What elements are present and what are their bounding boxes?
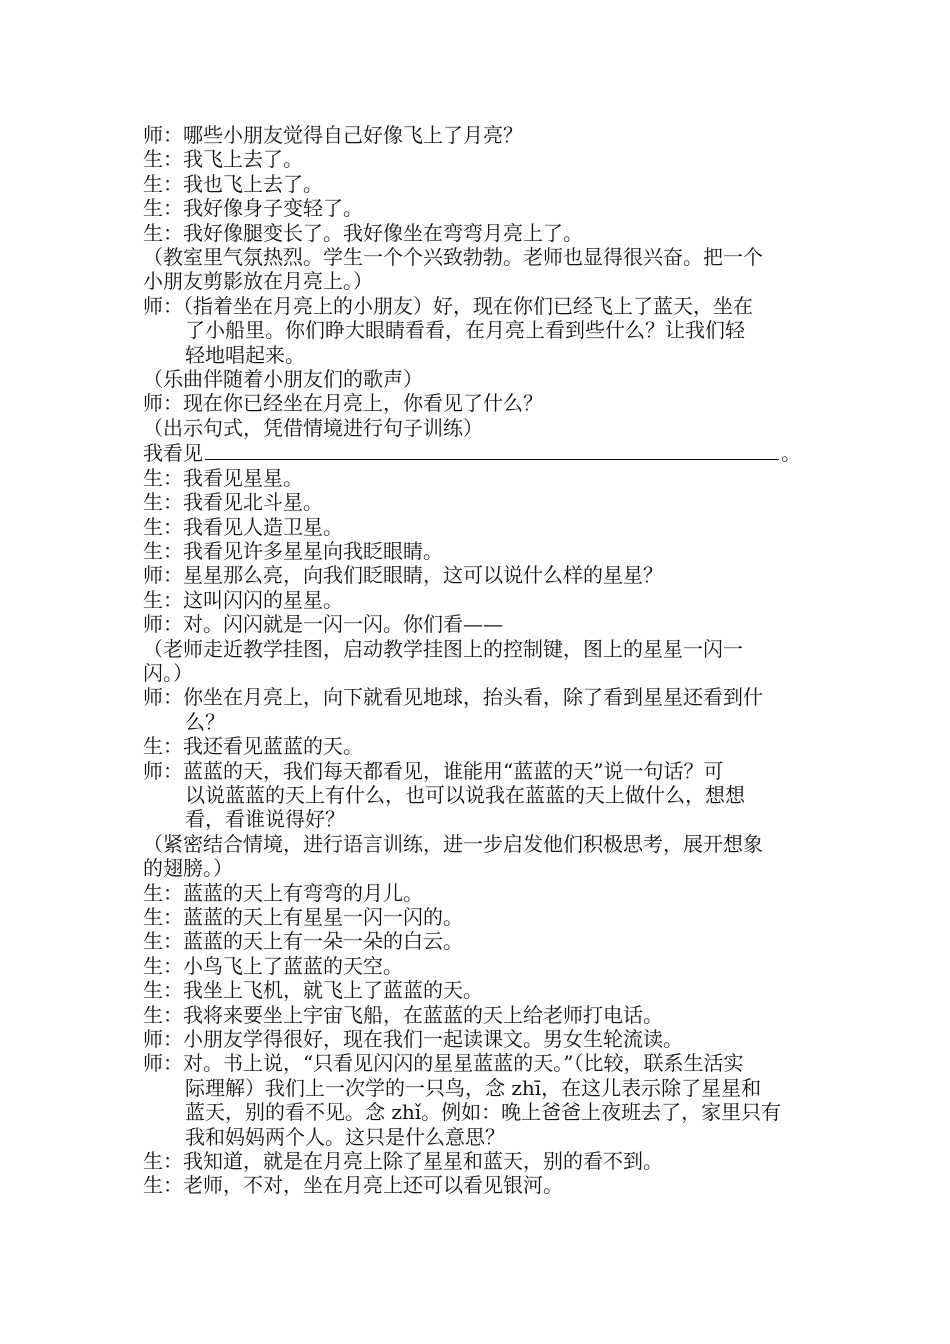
- dialogue-line: [143, 515, 815, 539]
- line-text: 生：我好像腿变长了。我好像坐在弯弯月亮上了。: [143, 220, 583, 245]
- dialogue-line: [143, 905, 815, 929]
- line-text: 生：我飞上去了。: [143, 147, 303, 172]
- dialogue-line: [143, 466, 815, 490]
- line-text: 师：你坐在月亮上，向下就看见地球，抬头看，除了看到星星还看到什: [143, 685, 763, 710]
- dialogue-line: [143, 416, 815, 440]
- line-text: 师：（指着坐在月亮上的小朋友）好，现在你们已经飞上了蓝天，坐在: [143, 293, 753, 318]
- line-text: 际理解）我们上一次学的一只鸟，念 zhī，在这儿表示除了星星和: [185, 1075, 762, 1100]
- line-text: 生：我看见北斗星。: [143, 490, 323, 515]
- line-text: 生：蓝蓝的天上有一朵一朵的白云。: [143, 929, 463, 954]
- line-text: （教室里气氛热烈。学生一个个兴致勃勃。老师也显得很兴奋。把一个: [143, 245, 763, 270]
- dialogue-line: [143, 1003, 815, 1027]
- dialogue-line: [143, 1051, 815, 1149]
- dialogue-line: [143, 539, 815, 563]
- line-text: 生：蓝蓝的天上有弯弯的月儿。: [143, 880, 423, 905]
- line-text: 闪。）: [143, 660, 193, 685]
- line-text: 师：现在你已经坐在月亮上，你看见了什么？: [143, 391, 543, 416]
- line-text: 小朋友剪影放在月亮上。）: [143, 269, 373, 294]
- line-text: 师：哪些小朋友觉得自己好像飞上了月亮？: [143, 123, 523, 147]
- line-text: 的翅膀。）: [143, 856, 233, 881]
- line-text: 看，看谁说得好？: [185, 807, 345, 832]
- dialogue-line: [143, 172, 815, 196]
- dialogue-line: [143, 123, 815, 147]
- line-text: 生：我看见星星。: [143, 465, 303, 490]
- line-text: 生：小鸟飞上了蓝蓝的天空。: [143, 953, 403, 978]
- dialogue-line: [143, 563, 815, 587]
- dialogue-line: [143, 245, 815, 294]
- dialogue-line: [143, 734, 815, 758]
- line-text: 蓝天，别的看不见。念 zhǐ。例如：晚上爸爸上夜班去了，家里只有: [185, 1100, 782, 1125]
- line-text: （乐曲伴随着小朋友们的歌声）: [143, 367, 423, 392]
- dialogue-line: [143, 929, 815, 953]
- dialogue-line: [143, 612, 815, 636]
- dialogue-line: [143, 637, 815, 686]
- line-text: 生：我看见人造卫星。: [143, 514, 343, 539]
- dialogue-line: [143, 196, 815, 220]
- line-text: 师：蓝蓝的天，我们每天都看见，谁能用“蓝蓝的天”说一句话？可: [143, 758, 724, 783]
- dialogue-line: [143, 221, 815, 245]
- dialogue-part-1: [143, 123, 815, 440]
- dialogue-line: [143, 367, 815, 391]
- line-text: 师：对。书上说，“只看见闪闪的星星蓝蓝的天。”（比较，联系生活实: [143, 1051, 744, 1076]
- dialogue-line: [143, 588, 815, 612]
- dialogue-line: [143, 1027, 815, 1051]
- line-text: 生：这叫闪闪的星星。: [143, 587, 343, 612]
- blank-fill-line: [205, 440, 779, 460]
- line-text: （紧密结合情境，进行语言训练，进一步启发他们积极思考，展开想象: [143, 831, 763, 856]
- line-text: 师：小朋友学得很好，现在我们一起读课文。男女生轮流读。: [143, 1027, 683, 1052]
- pattern-prefix: 我看见: [143, 441, 203, 466]
- line-text: 么？: [185, 709, 225, 734]
- dialogue-line: [143, 391, 815, 415]
- pattern-suffix: 。: [781, 441, 801, 466]
- line-text: 生：我将来要坐上宇宙飞船，在蓝蓝的天上给老师打电话。: [143, 1002, 663, 1027]
- line-text: 生：我知道，就是在月亮上除了星星和蓝天，别的看不到。: [143, 1149, 663, 1174]
- line-text: 了小船里。你们睁大眼睛看看，在月亮上看到些什么？让我们轻: [185, 318, 745, 343]
- line-text: 以说蓝蓝的天上有什么，也可以说我在蓝蓝的天上做什么，想想: [185, 782, 745, 807]
- dialogue-line: [143, 954, 815, 978]
- line-text: 生：我还看见蓝蓝的天。: [143, 734, 363, 759]
- sentence-pattern: [143, 440, 815, 465]
- line-text: 我和妈妈两个人。这只是什么意思？: [185, 1124, 505, 1149]
- line-text: （老师走近教学挂图，启动教学挂图上的控制键，图上的星星一闪一: [143, 636, 743, 661]
- dialogue-line: [143, 978, 815, 1002]
- line-text: 师：对。闪闪就是一闪一闪。你们看——: [143, 612, 503, 637]
- dialogue-part-2: [143, 466, 815, 1198]
- dialogue-line: [143, 147, 815, 171]
- dialogue-line: [143, 685, 815, 734]
- line-text: （出示句式，凭借情境进行句子训练）: [143, 415, 483, 440]
- dialogue-line: [143, 1149, 815, 1173]
- dialogue-line: [143, 490, 815, 514]
- dialogue-line: [143, 1173, 815, 1197]
- line-text: 生：我也飞上去了。: [143, 171, 323, 196]
- line-text: 师：星星那么亮，向我们眨眼睛，这可以说什么样的星星？: [143, 563, 663, 588]
- dialogue-line: [143, 759, 815, 832]
- line-text: 生：我好像身子变轻了。: [143, 196, 363, 221]
- line-text: 生：我坐上飞机，就飞上了蓝蓝的天。: [143, 978, 483, 1003]
- line-text: 生：我看见许多星星向我眨眼睛。: [143, 538, 443, 563]
- dialogue-line: [143, 294, 815, 367]
- lesson-transcript: [143, 123, 815, 1198]
- dialogue-line: [143, 881, 815, 905]
- line-text: 生：老师，不对，坐在月亮上还可以看见银河。: [143, 1173, 563, 1198]
- dialogue-line: [143, 832, 815, 881]
- line-text: 生：蓝蓝的天上有星星一闪一闪的。: [143, 905, 463, 929]
- line-text: 轻地唱起来。: [185, 342, 305, 367]
